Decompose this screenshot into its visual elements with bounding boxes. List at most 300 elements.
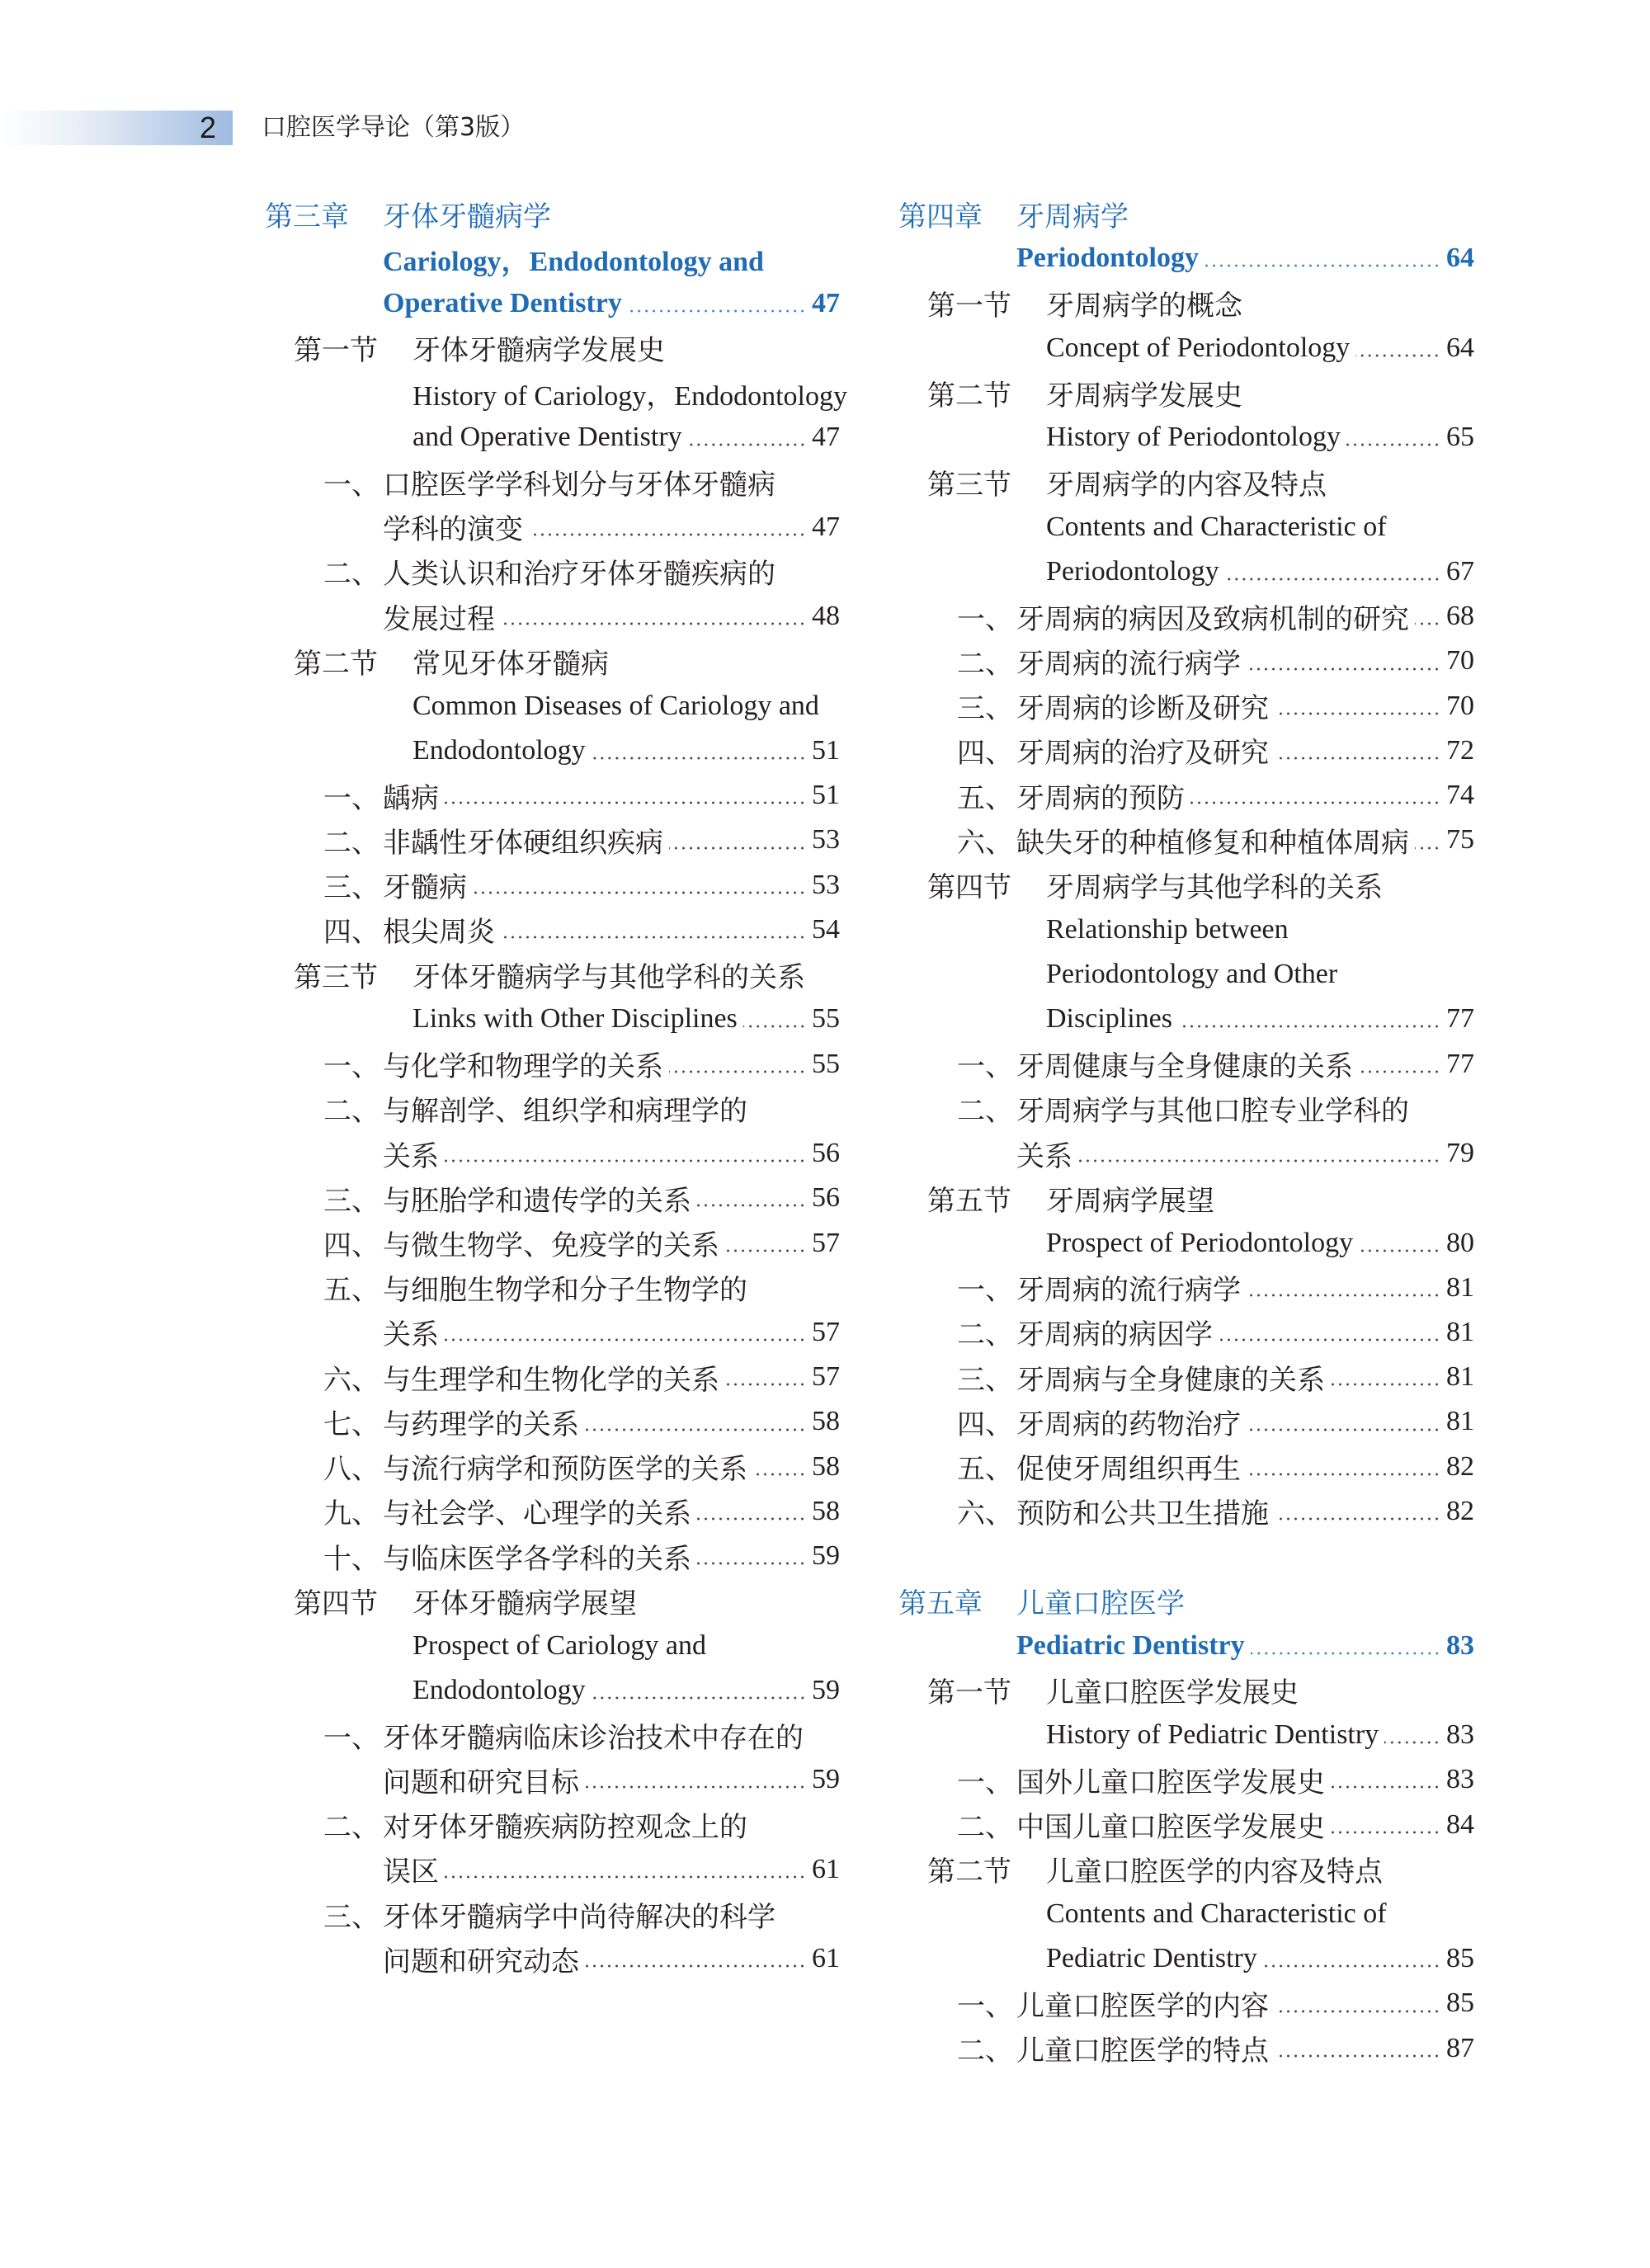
toc-item xyxy=(898,1355,1474,1399)
chapter-block xyxy=(898,191,1474,1534)
item-number: 九、 xyxy=(323,1497,380,1531)
toc-item-line xyxy=(265,1176,840,1220)
item-number: 二、 xyxy=(323,1095,380,1129)
section-title: 牙周病学与其他学科的关系 xyxy=(1046,871,1383,905)
section-title-en-line xyxy=(898,1892,1474,1936)
section-title-en: History of Cariology，Endodontology xyxy=(412,380,847,412)
section-block xyxy=(898,863,1474,1176)
item-title: 与社会学、心理学的关系 xyxy=(383,1497,691,1531)
toc-item-line xyxy=(265,1713,840,1757)
item-number: 五、 xyxy=(957,781,1013,815)
dot-leader xyxy=(1251,1650,1440,1657)
dot-leader xyxy=(445,1158,806,1164)
item-number: 四、 xyxy=(957,1407,1013,1441)
section-title-en-line xyxy=(265,1624,840,1668)
item-number: 二、 xyxy=(957,1318,1013,1352)
toc-item-line xyxy=(265,1087,840,1131)
section-title: 儿童口腔医学的内容及特点 xyxy=(1046,1855,1383,1889)
dot-leader xyxy=(445,1874,806,1880)
item-number: 三、 xyxy=(957,1363,1013,1397)
item-title: 问题和研究动态 xyxy=(383,1945,579,1978)
item-title: 与化学和物理学的关系 xyxy=(383,1050,663,1084)
toc-item-line xyxy=(265,594,840,639)
section-title-en: Contents and Characteristic of xyxy=(1046,1898,1387,1930)
item-page-number: 51 xyxy=(812,780,840,811)
item-page-number: 55 xyxy=(812,1048,840,1079)
item-number: 三、 xyxy=(323,1900,380,1934)
chapter-heading xyxy=(265,191,840,236)
item-number: 一、 xyxy=(323,781,380,815)
section-block xyxy=(898,281,1474,370)
dot-leader xyxy=(1178,1023,1440,1030)
item-number: 二、 xyxy=(323,826,380,860)
toc-item-line xyxy=(265,1757,840,1802)
item-number: 八、 xyxy=(323,1453,380,1487)
toc-item-line xyxy=(265,1445,840,1489)
toc-item xyxy=(898,684,1474,728)
dot-leader xyxy=(1359,1247,1440,1254)
item-number: 四、 xyxy=(323,916,380,950)
toc-item-line xyxy=(265,1310,840,1355)
section-heading xyxy=(898,460,1474,504)
toc-item xyxy=(898,1489,1474,1534)
toc-item xyxy=(265,1355,840,1399)
item-number: 四、 xyxy=(957,737,1013,771)
item-title: 牙周病的病因及致病机制的研究 xyxy=(1016,602,1409,636)
chapter-title: 牙周病学 xyxy=(1016,200,1129,233)
dot-leader xyxy=(1275,755,1440,762)
toc-item-line xyxy=(898,1399,1474,1444)
item-number: 一、 xyxy=(323,1050,380,1084)
section-title-en-line xyxy=(898,326,1474,370)
item-page-number: 59 xyxy=(812,1540,840,1572)
item-number: 六、 xyxy=(323,1363,380,1397)
toc-item-line xyxy=(265,1041,840,1086)
toc-item-line xyxy=(265,1399,840,1444)
section-number: 第四节 xyxy=(927,871,1011,905)
section-title: 牙周病学发展史 xyxy=(1046,379,1242,413)
item-page-number: 57 xyxy=(812,1361,840,1393)
item-title: 与微生物学、免疫学的关系 xyxy=(383,1229,719,1262)
toc-item-line xyxy=(898,1489,1474,1534)
dot-leader xyxy=(1275,2008,1440,2015)
dot-leader xyxy=(1247,1471,1440,1478)
toc-item-line xyxy=(265,460,840,504)
section-title: 牙周病学的概念 xyxy=(1046,290,1242,323)
item-title: 关系 xyxy=(383,1318,439,1352)
item-title: 与生理学和生物化学的关系 xyxy=(383,1363,719,1397)
item-title: 缺失牙的种植修复和种植体周病 xyxy=(1016,826,1409,860)
section-title-en: Concept of Periodontology xyxy=(1046,332,1351,363)
section-page-number: 47 xyxy=(812,422,840,453)
section-title-en-line xyxy=(265,415,840,460)
item-number: 六、 xyxy=(957,826,1013,860)
section-number: 第二节 xyxy=(294,647,378,681)
item-page-number: 53 xyxy=(812,824,840,856)
item-page-number: 57 xyxy=(812,1316,840,1347)
chapter-heading xyxy=(898,191,1474,236)
chapter-page-number: 47 xyxy=(812,287,840,318)
item-page-number: 59 xyxy=(812,1764,840,1795)
section-title: 牙体牙髓病学与其他学科的关系 xyxy=(412,960,805,994)
toc-item xyxy=(265,908,840,952)
dot-leader xyxy=(1415,845,1440,851)
section-number: 第五节 xyxy=(927,1184,1011,1218)
item-title: 学科的演变 xyxy=(383,513,523,547)
page-number: 2 xyxy=(199,111,217,144)
section-page-number: 67 xyxy=(1446,555,1474,587)
item-title: 与细胞生物学和分子生物学的 xyxy=(383,1274,747,1308)
toc-item xyxy=(898,1445,1474,1489)
toc-item-line xyxy=(265,773,840,818)
section-title-en: History of Pediatric Dentistry xyxy=(1046,1719,1379,1751)
section-title-en-line xyxy=(265,1668,840,1713)
dot-leader xyxy=(592,1695,806,1701)
dot-leader xyxy=(753,1471,806,1478)
dot-leader xyxy=(1225,576,1440,582)
item-page-number: 85 xyxy=(1446,1987,1474,2019)
item-page-number: 58 xyxy=(812,1450,840,1482)
section-page-number: 65 xyxy=(1446,422,1474,453)
section-number: 第一节 xyxy=(927,1676,1011,1710)
item-page-number: 82 xyxy=(1446,1495,1474,1526)
section-title-en-line xyxy=(898,549,1474,594)
section-page-number: 83 xyxy=(1446,1719,1474,1751)
section-heading xyxy=(898,1668,1474,1713)
dot-leader xyxy=(473,889,806,896)
item-number: 六、 xyxy=(957,1497,1013,1531)
section-title-en: Periodontology xyxy=(1046,555,1219,587)
section-block xyxy=(265,326,847,639)
item-title: 与临床医学各学科的关系 xyxy=(383,1542,691,1576)
dot-leader xyxy=(1275,2053,1440,2059)
toc-item xyxy=(265,1445,840,1489)
chapter-number: 第三章 xyxy=(265,200,349,233)
chapter-title-en: Periodontology xyxy=(1016,243,1199,274)
section-title: 牙周病学展望 xyxy=(1046,1184,1214,1218)
section-title-en-line xyxy=(898,415,1474,460)
section-block xyxy=(898,460,1474,862)
toc-item xyxy=(265,460,840,549)
section-title-en-line xyxy=(265,370,847,415)
item-number: 一、 xyxy=(957,1989,1013,2023)
toc-item xyxy=(898,728,1474,773)
dot-leader xyxy=(1275,710,1440,717)
chapter-title: 儿童口腔医学 xyxy=(1016,1587,1185,1620)
item-title: 牙体牙髓病学中尚待解决的科学 xyxy=(383,1900,776,1934)
toc-item xyxy=(898,1087,1474,1176)
item-title: 儿童口腔医学的特点 xyxy=(1016,2035,1269,2068)
chapter-heading xyxy=(898,1578,1474,1623)
toc-item-line xyxy=(265,1220,840,1265)
toc-column-left xyxy=(265,191,847,1981)
section-title: 牙体牙髓病学发展史 xyxy=(412,334,665,368)
item-page-number: 74 xyxy=(1446,780,1474,811)
section-block xyxy=(265,639,840,952)
section-block xyxy=(265,952,840,1578)
toc-item xyxy=(898,773,1474,818)
item-title: 牙周病的流行病学 xyxy=(1016,1274,1241,1308)
item-number: 一、 xyxy=(957,1766,1013,1799)
item-title: 牙周病的流行病学 xyxy=(1016,647,1241,681)
item-title: 对牙体牙髓疾病防控观念上的 xyxy=(383,1811,747,1845)
toc-item-line xyxy=(265,1936,840,1981)
section-title-en: Prospect of Cariology and xyxy=(412,1629,706,1661)
item-number: 七、 xyxy=(323,1407,380,1441)
toc-item-line xyxy=(265,505,840,549)
section-title: 儿童口腔医学发展史 xyxy=(1046,1676,1299,1710)
item-number: 一、 xyxy=(957,1274,1013,1308)
section-heading xyxy=(265,952,840,997)
section-title: 牙体牙髓病学展望 xyxy=(412,1587,637,1620)
section-title-en-line xyxy=(898,505,1474,549)
dot-leader xyxy=(585,1426,806,1433)
toc-item-line xyxy=(265,549,840,594)
dot-leader xyxy=(725,1247,806,1254)
section-heading xyxy=(898,1847,1474,1892)
section-number: 第三节 xyxy=(927,469,1011,502)
item-page-number: 58 xyxy=(812,1495,840,1526)
chapter-title-en-line xyxy=(898,236,1474,281)
item-title: 与解剖学、组织学和病理学的 xyxy=(383,1095,747,1129)
item-page-number: 47 xyxy=(812,511,840,542)
section-title-en: Prospect of Periodontology xyxy=(1046,1227,1354,1258)
running-head-title: 口腔医学导论（第3版） xyxy=(262,113,526,142)
item-title: 牙周病的诊断及研究 xyxy=(1016,692,1269,726)
item-title: 牙周病的治疗及研究 xyxy=(1016,737,1269,771)
toc-item xyxy=(265,1041,840,1086)
section-title-en-line xyxy=(265,684,840,728)
item-number: 五、 xyxy=(957,1453,1013,1487)
item-number: 一、 xyxy=(323,1721,380,1755)
chapter-block xyxy=(898,1578,1474,2071)
item-title: 牙周病学与其他口腔专业学科的 xyxy=(1016,1095,1409,1129)
section-number: 第二节 xyxy=(927,379,1011,413)
toc-item xyxy=(265,1266,840,1355)
item-number: 三、 xyxy=(957,692,1013,726)
chapter-title-en: Pediatric Dentistry xyxy=(1016,1629,1245,1661)
toc-column-right xyxy=(898,191,1474,2071)
item-page-number: 57 xyxy=(812,1227,840,1258)
section-block xyxy=(898,1668,1474,1847)
dot-leader xyxy=(697,1202,806,1209)
section-page-number: 55 xyxy=(812,1003,840,1035)
dot-leader xyxy=(585,1784,806,1790)
toc-item xyxy=(265,1176,840,1220)
section-title-en-line xyxy=(898,1713,1474,1757)
section-title-en-line xyxy=(898,952,1474,997)
toc-item-line xyxy=(265,1131,840,1176)
item-number: 二、 xyxy=(957,647,1013,681)
toc-item-line xyxy=(265,1892,840,1936)
chapter-title: 牙体牙髓病学 xyxy=(383,200,551,233)
dot-leader xyxy=(1384,1739,1440,1746)
dot-leader xyxy=(1331,1784,1440,1790)
item-page-number: 48 xyxy=(812,601,840,632)
item-page-number: 81 xyxy=(1446,1316,1474,1347)
toc-item-line xyxy=(898,1981,1474,2025)
item-page-number: 70 xyxy=(1446,690,1474,721)
section-number: 第一节 xyxy=(927,290,1011,323)
chapter-title-en-line xyxy=(898,1624,1474,1668)
item-page-number: 81 xyxy=(1446,1361,1474,1393)
chapter-number: 第四章 xyxy=(898,200,983,233)
toc-item-line xyxy=(898,1802,1474,1846)
toc-item xyxy=(265,1087,840,1176)
item-page-number: 53 xyxy=(812,869,840,900)
toc-item xyxy=(898,1041,1474,1086)
toc-item xyxy=(898,639,1474,683)
item-title: 根尖周炎 xyxy=(383,916,495,950)
section-heading xyxy=(898,1176,1474,1220)
toc-item-line xyxy=(265,1802,840,1846)
chapter-title-en: Cariology，Endodontology and xyxy=(383,246,764,277)
section-title: 常见牙体牙髓病 xyxy=(412,647,609,681)
item-page-number: 61 xyxy=(812,1943,840,1974)
item-title: 与药理学的关系 xyxy=(383,1407,579,1441)
section-heading xyxy=(265,639,840,683)
dot-leader xyxy=(1275,1516,1440,1522)
item-page-number: 56 xyxy=(812,1138,840,1169)
toc-item xyxy=(898,1757,1474,1802)
item-number: 二、 xyxy=(957,2035,1013,2068)
section-title-en: Disciplines xyxy=(1046,1003,1172,1035)
item-title: 问题和研究目标 xyxy=(383,1766,579,1799)
item-title: 人类认识和治疗牙体牙髓疾病的 xyxy=(383,558,776,592)
dot-leader xyxy=(1247,1292,1440,1299)
toc-item-line xyxy=(898,684,1474,728)
section-title-en: Endodontology xyxy=(412,734,586,766)
dot-leader xyxy=(725,1381,806,1388)
chapter-page-number: 83 xyxy=(1446,1629,1474,1661)
item-page-number: 54 xyxy=(812,913,840,945)
toc-item-line xyxy=(265,1355,840,1399)
section-heading xyxy=(898,370,1474,415)
toc-item xyxy=(265,773,840,818)
dot-leader xyxy=(1359,1068,1440,1075)
item-number: 二、 xyxy=(957,1811,1013,1845)
section-page-number: 85 xyxy=(1446,1943,1474,1974)
toc-item-line xyxy=(898,818,1474,862)
item-title: 关系 xyxy=(383,1139,439,1173)
item-page-number: 68 xyxy=(1446,601,1474,632)
section-title-en-line xyxy=(898,1220,1474,1265)
dot-leader xyxy=(1415,620,1440,627)
toc-item xyxy=(265,818,840,862)
dot-leader xyxy=(1204,262,1440,269)
toc-item xyxy=(265,1534,840,1578)
item-page-number: 72 xyxy=(1446,734,1474,766)
toc-item xyxy=(898,1266,1474,1310)
dot-leader xyxy=(592,755,806,762)
toc-item-line xyxy=(898,1355,1474,1399)
section-title-en: Common Diseases of Cariology and xyxy=(412,690,819,721)
item-page-number: 58 xyxy=(812,1406,840,1437)
dot-leader xyxy=(669,845,806,851)
item-number: 二、 xyxy=(323,558,380,592)
item-page-number: 79 xyxy=(1446,1138,1474,1169)
item-page-number: 75 xyxy=(1446,824,1474,856)
toc-item xyxy=(265,863,840,908)
section-block xyxy=(898,1847,1474,2071)
section-title: 牙周病学的内容及特点 xyxy=(1046,469,1327,502)
item-page-number: 70 xyxy=(1446,645,1474,677)
toc-item-line xyxy=(265,1266,840,1310)
toc-item xyxy=(265,1892,840,1981)
section-page-number: 80 xyxy=(1446,1227,1474,1258)
dot-leader xyxy=(1247,666,1440,672)
section-title-en: Periodontology and Other xyxy=(1046,959,1338,990)
section-title-en: and Operative Dentistry xyxy=(412,422,682,453)
chapter-title-en-line xyxy=(265,236,840,281)
section-title-en: Endodontology xyxy=(412,1674,586,1705)
item-title: 牙髓病 xyxy=(383,871,467,905)
item-title: 与胚胎学和遗传学的关系 xyxy=(383,1184,691,1218)
chapter-page-number: 64 xyxy=(1446,243,1474,274)
item-title: 预防和公共卫生措施 xyxy=(1016,1497,1269,1531)
dot-leader xyxy=(688,441,806,448)
item-page-number: 82 xyxy=(1446,1450,1474,1482)
toc-item-line xyxy=(898,1445,1474,1489)
section-title-en: Pediatric Dentistry xyxy=(1046,1943,1257,1974)
dot-leader xyxy=(697,1560,806,1567)
toc-item-line xyxy=(898,773,1474,818)
toc-item xyxy=(265,1399,840,1444)
item-number: 一、 xyxy=(957,1050,1013,1084)
section-page-number: 59 xyxy=(812,1674,840,1705)
toc-item-line xyxy=(265,818,840,862)
toc-item-line xyxy=(898,2026,1474,2071)
toc-item-line xyxy=(898,1087,1474,1131)
item-title: 牙周病与全身健康的关系 xyxy=(1016,1363,1325,1397)
section-title-en-line xyxy=(898,908,1474,952)
item-title: 误区 xyxy=(383,1855,439,1889)
item-title: 牙周健康与全身健康的关系 xyxy=(1016,1050,1353,1084)
item-number: 三、 xyxy=(323,1184,380,1218)
toc-item-line xyxy=(265,908,840,952)
item-title: 国外儿童口腔医学发展史 xyxy=(1016,1766,1325,1799)
toc-item-line xyxy=(898,1131,1474,1176)
toc-item-line xyxy=(265,1534,840,1578)
section-page-number: 51 xyxy=(812,734,840,766)
section-block xyxy=(898,370,1474,460)
chapter-title-en-line xyxy=(265,281,840,325)
toc-item-line xyxy=(898,1310,1474,1355)
dot-leader xyxy=(529,531,806,538)
dot-leader xyxy=(628,308,806,314)
section-page-number: 64 xyxy=(1446,332,1474,363)
toc-item xyxy=(265,1489,840,1534)
item-page-number: 61 xyxy=(812,1853,840,1884)
toc-item xyxy=(265,549,840,639)
section-number: 第四节 xyxy=(294,1587,378,1620)
section-title-en: Relationship between xyxy=(1046,913,1289,945)
item-title: 牙体牙髓病临床诊治技术中存在的 xyxy=(383,1721,804,1755)
dot-leader xyxy=(445,1337,806,1343)
section-heading xyxy=(265,326,840,370)
section-page-number: 77 xyxy=(1446,1003,1474,1035)
toc-item xyxy=(265,1220,840,1265)
item-number: 一、 xyxy=(957,602,1013,636)
section-block xyxy=(898,1176,1474,1534)
item-title: 龋病 xyxy=(383,781,439,815)
toc-item-line xyxy=(898,594,1474,639)
chapter-number: 第五章 xyxy=(898,1587,983,1620)
dot-leader xyxy=(743,1023,806,1030)
item-number: 三、 xyxy=(323,871,380,905)
dot-leader xyxy=(1247,1426,1440,1433)
chapter-title-en: Operative Dentistry xyxy=(383,287,622,318)
